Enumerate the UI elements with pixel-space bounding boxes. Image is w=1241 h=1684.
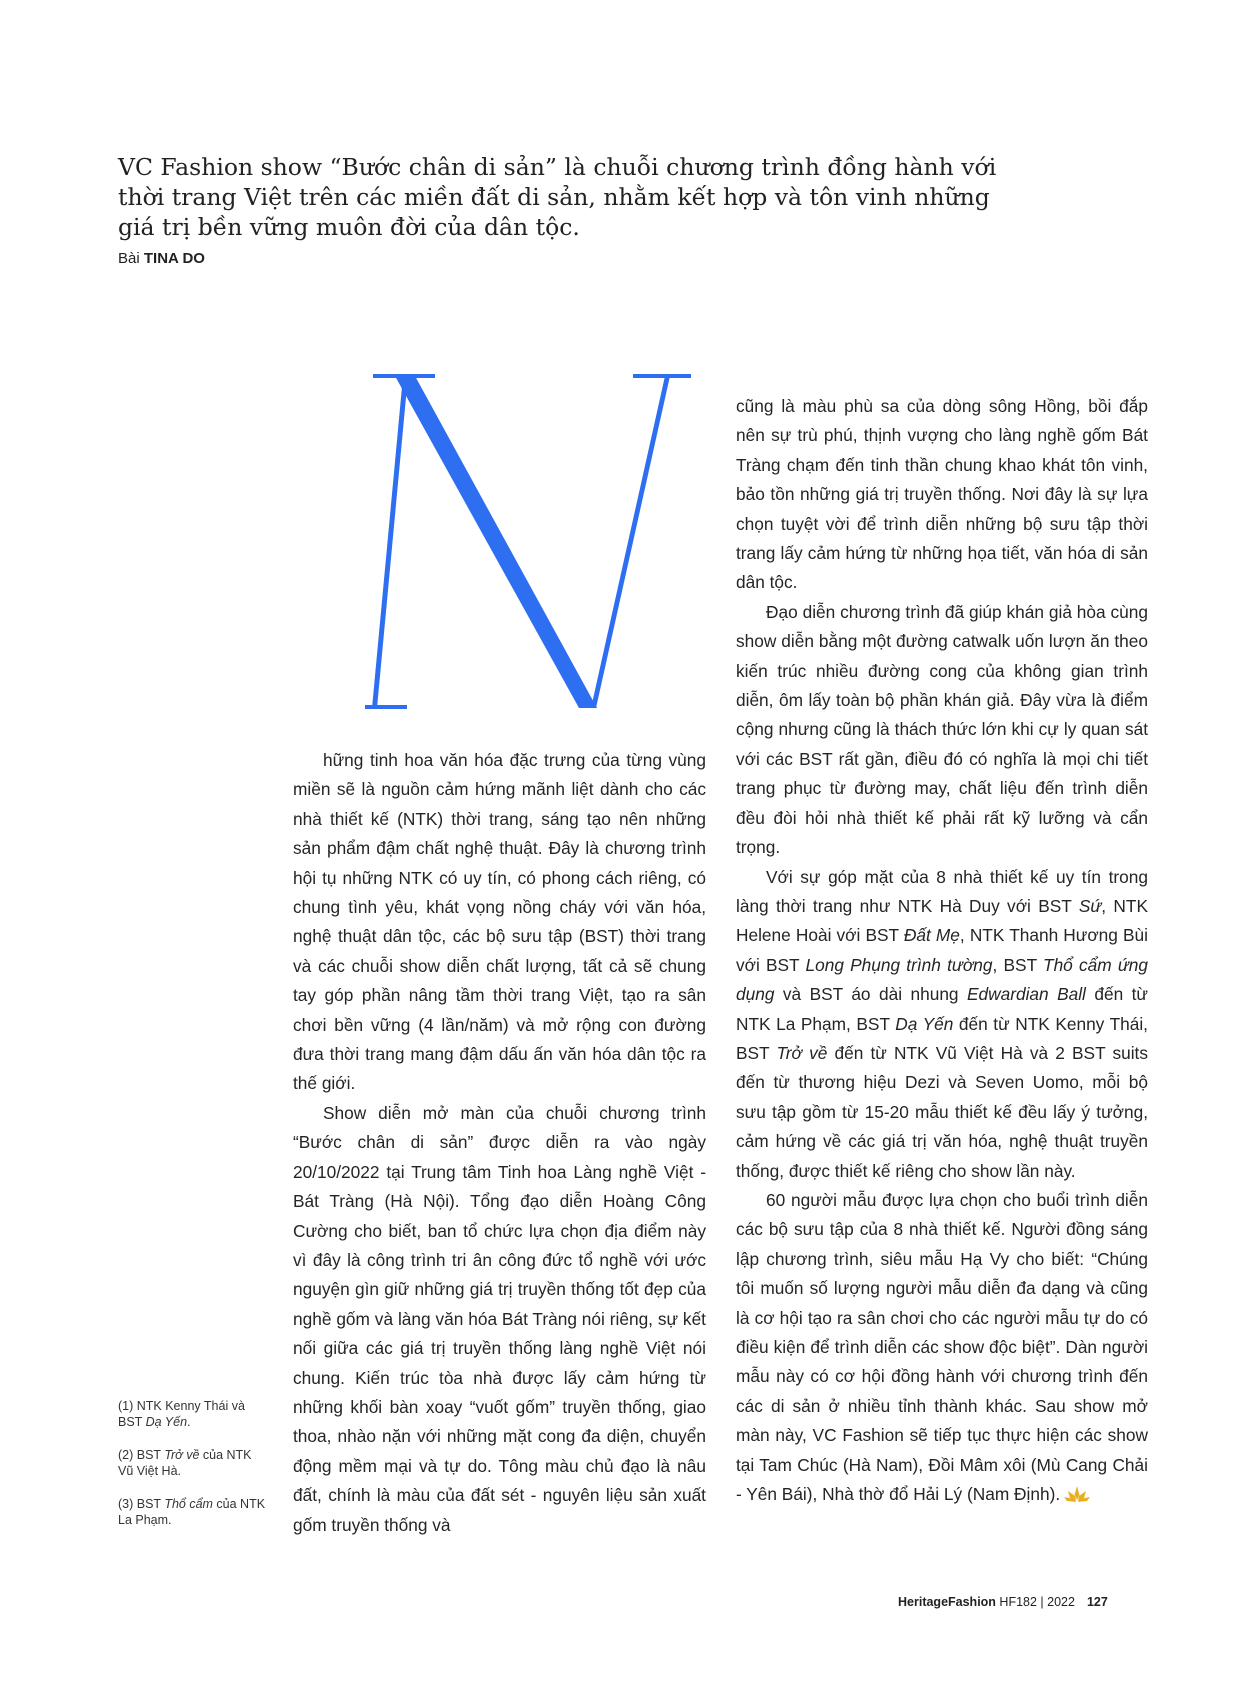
body-paragraph: Đạo diễn chương trình đã giúp khán giả hòa cùng show diễn bằng một đường catwalk uốn lượn ăn theo kiến trúc nhiều đường cong của không gian trình diễn, ôm lấy toàn bộ phần khán giả. Đây vừa là điểm cộng nhưng cũng là thách thức lớn khi cự ly quan sát với các BST rất gần, điều đó có nghĩa là mọi chi tiết trang phục từ đường may, chất liệu đến trình diễn đều đòi hỏi nhà thiết kế phải rất kỹ lưỡng và cẩn trọng. — [736, 601, 1148, 858]
byline-prefix: Bài — [118, 250, 140, 267]
caption-2: (2) BST Trở về của NTK Vũ Việt Hà. — [118, 1448, 252, 1478]
body-paragraph: Với sự góp mặt của 8 nhà thiết kế uy tín trong làng thời trang như NTK Hà Duy với BST Sứ, NTK Helene Hoài với BST Đất Mẹ, NTK Thanh Hương Bùi với BST Long Phụng trình tường, BST Thổ cẩm ứng dụng và BST áo dài nhung Edwardian Ball đến từ NTK La Phạm, BST Dạ Yến đến từ NTK Kenny Thái, BST Trở về đến từ NTK Vũ Việt Hà và 2 BST suits đến từ thương hiệu Dezi và Seven Uomo, mỗi bộ sưu tập gồm từ 15-20 mẫu thiết kế đều lấy ý tưởng, cảm hứng về các giá trị văn hóa, nghệ thuật truyền thống, được thiết kế riêng cho show lần này. — [736, 866, 1149, 1181]
body-paragraph: Show diễn mở màn của chuỗi chương trình “Bước chân di sản” được diễn ra vào ngày 20/10/2022 tại Trung tâm Tinh hoa Làng nghề Việt - Bát Tràng (Hà Nội). Tổng đạo diễn Hoàng Công Cường cho biết, ban tổ chức lựa chọn địa điểm này vì đây là công trình tri ân công đức tổ nghề với ước nguyện gìn giữ những giá trị truyền thống tốt đẹp của nghề gốm và làng văn hóa Bát Tràng nói riêng, sự kết nối giữa các giá trị truyền thống làng nghề Việt nói chung. Kiến trúc tòa nhà được lấy cảm hứng từ những khối bàn xoay “vuốt gốm” truyền thống, giao thoa, nhào nặn với những mặt cong đa diện, chuyển động mềm mại và tự do. Tông màu chủ đạo là nâu đất, chính là màu của đất sét - nguyên liệu sản xuất gốm truyền thống và — [293, 1102, 706, 1535]
drop-cap-letter — [365, 336, 695, 726]
column-left — [293, 746, 706, 1540]
lotus-icon — [1064, 1485, 1090, 1503]
body-paragraph: 60 người mẫu được lựa chọn cho buổi trình diễn các bộ sưu tập của 8 nhà thiết kế. Người đồng sáng lập chương trình, siêu mẫu Hạ Vy cho biết: “Chúng tôi muốn số lượng người mẫu diễn đa dạng và cũng là cơ hội tạo ra sân chơi cho các người mẫu tự do có điều kiện để trình diễn các show độc biệt”. Dàn người mẫu này có cơ hội đồng hành với chương trình đến các di sản ở nhiều tỉnh thành khác. Sau show mở màn này, VC Fashion sẽ tiếp tục thực hiện các show tại Tam Chúc (Hà Nam), Đồi Mâm xôi (Mù Cang Chải - Yên Bái), Nhà thờ đổ Hải Lý (Nam Định). — [736, 1189, 1148, 1505]
caption-1: (1) NTK Kenny Thái và BST Dạ Yến. — [118, 1399, 245, 1429]
byline — [118, 250, 205, 267]
lead-paragraph: VC Fashion show “Bước chân di sản” là chuỗi chương trình đồng hành với thời trang Việt trên các miền đất di sản, nhằm kết hợp và tôn vinh những giá trị bền vững muôn đời của dân tộc. — [118, 153, 997, 241]
body-paragraph: hững tinh hoa văn hóa đặc trưng của từng vùng miền sẽ là nguồn cảm hứng mãnh liệt dành cho các nhà thiết kế (NTK) thời trang, sáng tạo nên những sản phẩm đậm chất nghệ thuật. Đây là chương trình hội tụ những NTK có uy tín, có phong cách riêng, có chung tình yêu, khát vọng nồng cháy với văn hóa, nghệ thuật dân tộc, các bộ sưu tập (BST) thời trang và các chuỗi show diễn chất lượng, tất cả sẽ chung tay góp phần nâng tầm thời trang Việt, tạo ra sân chơi bền vững (4 lần/năm) và mở rộng con đường đưa thời trang mang đậm dấu ấn văn hóa dân tộc ra thế giới. — [293, 750, 706, 1094]
byline-author: TINA DO — [143, 250, 205, 267]
body-paragraph: cũng là màu phù sa của dòng sông Hồng, bồi đắp nên sự trù phú, thịnh vượng cho làng nghề gốm Bát Tràng chạm đến tinh thần chung khao khát tôn vinh, bảo tồn những giá trị truyền thống. Nơi đây là sự lựa chọn tuyệt vời để trình diễn những bộ sưu tập thời trang lấy cảm hứng từ những họa tiết, văn hóa di sản dân tộc. — [736, 396, 1148, 593]
page-footer — [898, 1595, 1108, 1609]
photo-captions — [118, 1398, 268, 1545]
page-number: 127 — [1086, 1595, 1108, 1609]
magazine-brand: HeritageFashion — [898, 1595, 996, 1609]
issue-info: HF182 | 2022 — [999, 1595, 1075, 1609]
caption-3: (3) BST Thổ cẩm của NTK La Phạm. — [118, 1497, 266, 1527]
column-right — [736, 392, 1148, 1509]
